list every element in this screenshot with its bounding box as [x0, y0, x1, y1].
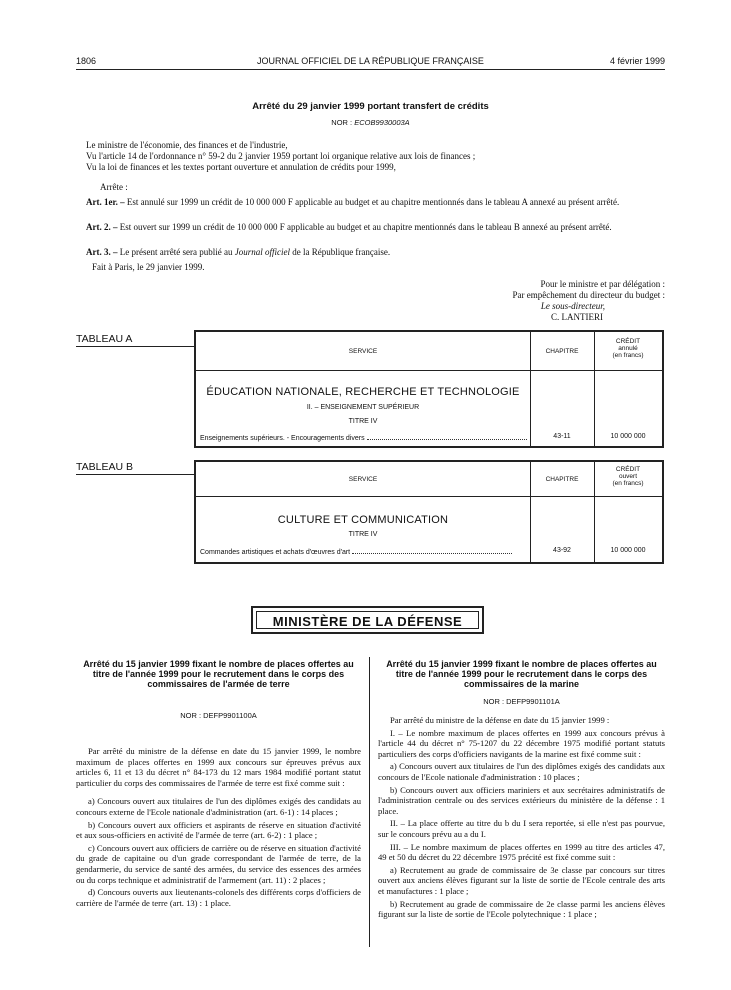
issue-date: 4 février 1999 — [609, 56, 665, 66]
ministry-banner — [251, 606, 484, 634]
signature-line: Le sous-directeur, — [540, 301, 605, 311]
article-1-text: Est annulé sur 1999 un crédit de 10 000 000 F applicable au budget et au chapitre mentionnés dans le tableau A annexé au présent arrêté. — [126, 197, 620, 207]
tableau-a-label: TABLEAU A — [76, 333, 133, 345]
col-header-service: SERVICE — [348, 348, 378, 355]
col-header-credit: CRÉDIT annulé (en francs) — [612, 338, 644, 359]
ministry-banner-text: MINISTÈRE DE LA DÉFENSE — [256, 611, 479, 629]
paragraph: c) Concours ouvert aux officiers de carrière ou de réserve en situation d'activité du grade de capitaine ou d'un grade correspondant de l'armée de terre, de la gendarmerie, du service de santé des armées, du service des essences des armées ou du corps technique et administratif de l'armement (art. 11) : 2 places ; — [76, 842, 361, 885]
decree-nor: NOR : ECOB9930003A — [331, 118, 410, 127]
article-2-label: Art. 2. – — [86, 222, 118, 232]
amount-value: 10 000 000 — [610, 547, 646, 554]
article-1 — [86, 197, 666, 208]
col-header-chapitre: CHAPITRE — [545, 476, 579, 483]
article-2-text: Est ouvert sur 1999 un crédit de 10 000 000 F applicable au budget et au chapitre mentionnés dans le tableau B annexé au présent arrêté. — [119, 222, 612, 232]
article-1-label: Art. 1er. – — [86, 197, 125, 207]
intro-line: Vu la loi de finances et les textes portant ouverture et annulation de crédits pour 1999, — [86, 162, 396, 172]
paragraph: a) Recrutement au grade de commissaire de 3e classe par concours sur titres ouvert aux anciens élèves figurant sur la liste de sortie de l'Ecole centrale des arts et manufactures : 1 place ; — [378, 864, 665, 896]
ministry-heading: ÉDUCATION NATIONALE, RECHERCHE ET TECHNOLOGIE — [206, 386, 520, 398]
col-header-chapitre: CHAPITRE — [545, 348, 579, 355]
signature-line: Par empêchement du directeur du budget : — [512, 290, 665, 300]
table-row: Commandes artistiques et achats d'œuvres d'art — [200, 547, 528, 556]
right-article-body — [378, 715, 665, 922]
intro-line: Vu l'article 14 de l'ordonnance n° 59-2 du 2 janvier 1959 portant loi organique relative aux lois de finances ; — [86, 151, 476, 161]
header-rule — [76, 69, 665, 70]
col-header-credit: CRÉDIT ouvert (en francs) — [612, 466, 644, 487]
signature-line: Pour le ministre et par délégation : — [540, 279, 665, 289]
paragraph: Par arrêté du ministre de la défense en date du 15 janvier 1999, le nombre maximum de places offertes en 1999 aux concours sur épreuves prévus aux articles 6, 11 et 13 du décret n° 84-173 du 12 mars 1984 modifié portant statut particulier du corps des commissaires de l'armée de terre est fixé comme suit : — [76, 746, 361, 788]
paragraph: a) Concours ouvert aux titulaires de l'un des diplômes exigés des candidats aux concours de l'Ecole nationale d'administration : 10 places ; — [378, 761, 665, 782]
right-article-nor: NOR : DEFP9901101A — [483, 697, 560, 706]
fait-a-paris: Fait à Paris, le 29 janvier 1999. — [92, 262, 205, 272]
left-article-nor: NOR : DEFP9901100A — [180, 711, 257, 720]
left-article-title: Arrêté du 15 janvier 1999 fixant le nombre de places offertes au titre de l'année 1999 pour le recrutement dans le corps des commissaires de l'armée de terre — [83, 659, 354, 689]
arrete-word: Arrête : — [100, 182, 128, 192]
paragraph: b) Concours ouvert aux officiers mariniers et aux secrétaires administratifs de l'administration centrale ou des services extérieurs du ministère de la défense : 1 place. — [378, 784, 665, 816]
right-article-title: Arrêté du 15 janvier 1999 fixant le nombre de places offertes au titre de l'année 1999 pour le recrutement dans le corps des commissaires de la marine — [386, 659, 657, 689]
decree-title: Arrêté du 29 janvier 1999 portant transfert de crédits — [252, 101, 489, 112]
paragraph: b) Recrutement au grade de commissaire de 2e classe parmi les anciens élèves figurant sur la liste de sortie de l'Ecole polytechnique : 1 place ; — [378, 898, 665, 920]
paragraph: Par arrêté du ministre de la défense en date du 15 janvier 1999 : — [390, 715, 610, 725]
left-article-body — [76, 746, 361, 910]
article-3: Art. 3. – Le présent arrêté sera publié au Journal officiel de la République française. — [86, 247, 391, 257]
paragraph: b) Concours ouvert aux officiers et aspirants de réserve en situation d'activité et aux sous-officiers en activité de l'armée de terre (art. 6-2) : 1 place ; — [76, 819, 361, 841]
amount-value: 10 000 000 — [610, 433, 646, 440]
titre-heading: TITRE IV — [348, 418, 378, 425]
table-row: Enseignements supérieurs. - Encouragements divers — [200, 433, 528, 442]
paragraph: III. – Le nombre maximum de places offertes en 1999 au titre des articles 47, 49 et 50 du décret du 22 décembre 1975 précité est fixé comme suit : — [378, 841, 665, 863]
tableau-b — [194, 460, 664, 564]
chapitre-value: 43-11 — [553, 433, 571, 440]
section-heading: II. – ENSEIGNEMENT SUPÉRIEUR — [306, 404, 420, 411]
column-divider — [369, 657, 370, 947]
tableau-b-rule — [76, 474, 194, 475]
tableau-b-label: TABLEAU B — [76, 461, 133, 473]
journal-title: JOURNAL OFFICIEL DE LA RÉPUBLIQUE FRANÇAISE — [257, 56, 484, 66]
paragraph: II. – La place offerte au titre du b du I sera reportée, si elle n'est pas pourvue, sur le concours prévu au a du I. — [378, 818, 665, 839]
article-2 — [86, 222, 666, 233]
tableau-a — [194, 330, 664, 448]
paragraph: I. – Le nombre maximum de places offertes en 1999 aux concours prévus à l'article 44 du décret n° 75-1207 du 22 décembre 1975 modifié portant statuts particuliers des corps d'officiers navigants de la marine est fixé comme suit : — [378, 727, 665, 759]
paragraph: a) Concours ouvert aux titulaires de l'un des diplômes exigés des candidats au concours externe de l'Ecole nationale d'administration (art. 6-1) : 14 places ; — [76, 796, 361, 817]
paragraph: d) Concours ouverts aux lieutenants-colonels des différents corps d'officiers de carrière de l'armée de terre (art. 13) : 1 place. — [76, 887, 361, 908]
signatory-name: C. LANTIERI — [551, 312, 603, 322]
signature-block — [365, 279, 665, 323]
tableau-a-rule — [76, 346, 194, 347]
decree-intro — [86, 140, 666, 173]
article-3-label: Art. 3. – — [86, 247, 118, 257]
col-header-service: SERVICE — [348, 476, 378, 483]
chapitre-value: 43-92 — [553, 547, 571, 554]
intro-line: Le ministre de l'économie, des finances et de l'industrie, — [86, 140, 288, 150]
ministry-heading: CULTURE ET COMMUNICATION — [277, 514, 449, 526]
titre-heading: TITRE IV — [348, 531, 378, 538]
page-number: 1806 — [76, 56, 97, 66]
